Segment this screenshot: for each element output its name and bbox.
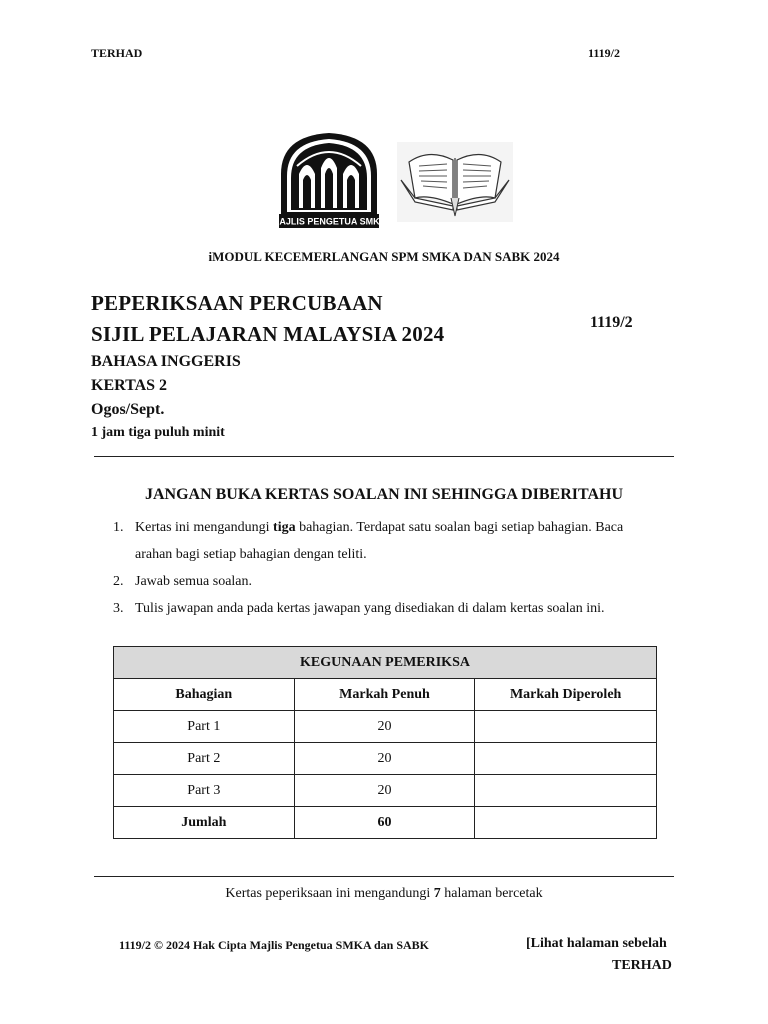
column-header-marks-obtained: Markah Diperoleh [475,679,657,711]
instruction-text: arahan bagi setiap bahagian dengan teliti. [135,547,367,562]
footer-restricted-label: TERHAD [612,958,672,973]
subject-name: BAHASA INGGERIS [91,353,241,370]
mosque-arch-emblem [277,130,381,230]
cell-total-marks-obtained [475,807,657,839]
cell-total-full-marks: 60 [294,807,475,839]
open-book-logo [395,140,515,224]
cell-full-marks: 20 [294,711,475,743]
cell-section: Part 3 [114,775,295,807]
cell-total-label: Jumlah [114,807,295,839]
column-header-full-marks: Markah Penuh [294,679,475,711]
see-next-page: [Lihat halaman sebelah [526,936,667,951]
page-count: 7 [433,886,441,901]
table-title: KEGUNAAN PEMERIKSA [114,647,657,679]
table-total-row [114,807,657,839]
divider-top [94,456,674,457]
page-count-note: Kertas peperiksaan ini mengandungi 7 halaman bercetak [225,886,543,901]
open-book-icon [395,140,515,224]
column-header-section: Bahagian [114,679,295,711]
cell-section: Part 2 [114,743,295,775]
divider-bottom [94,876,674,877]
header-restricted-label: TERHAD [91,46,143,60]
instruction-text: Kertas ini mengandungi tiga bahagian. Terdapat satu soalan bagi setiap bahagian. Baca [135,520,624,535]
warning-heading: JANGAN BUKA KERTAS SOALAN INI SEHINGGA DIBERITAHU [144,486,624,503]
header-paper-code: 1119/2 [588,46,621,60]
mpsmka-logo-caption: MAJLIS PENGETUA SMKA [277,216,381,227]
examiner-use-table [113,646,657,839]
table-row [114,711,657,743]
table-row [114,775,657,807]
instruction-emphasis: tiga [273,520,296,535]
cell-marks-obtained [475,743,657,775]
exam-title-line2: SIJIL PELAJARAN MALAYSIA 2024 [91,322,445,346]
exam-title-line1: PEPERIKSAAN PERCUBAAN [91,291,383,315]
exam-month: Ogos/Sept. [91,401,165,418]
cell-full-marks: 20 [294,743,475,775]
instruction-number: 3. [113,601,124,616]
cell-marks-obtained [475,711,657,743]
mpsmka-logo [277,130,381,230]
instruction-number: 2. [113,574,124,589]
instruction-text: Jawab semua soalan. [135,574,253,589]
exam-duration: 1 jam tiga puluh minit [91,425,225,440]
table-row [114,743,657,775]
cell-full-marks: 20 [294,775,475,807]
imodul-heading: iMODUL KECEMERLANGAN SPM SMKA DAN SABK 2024 [208,249,560,264]
instruction-text: Tulis jawapan anda pada kertas jawapan yang disediakan di dalam kertas soalan ini. [135,601,605,616]
instruction-number: 1. [113,520,124,535]
cell-section: Part 1 [114,711,295,743]
cell-marks-obtained [475,775,657,807]
paper-code: 1119/2 [590,314,633,331]
paper-number: KERTAS 2 [91,377,168,394]
copyright-notice: 1119/2 © 2024 Hak Cipta Majlis Pengetua SMKA dan SABK [119,938,430,952]
